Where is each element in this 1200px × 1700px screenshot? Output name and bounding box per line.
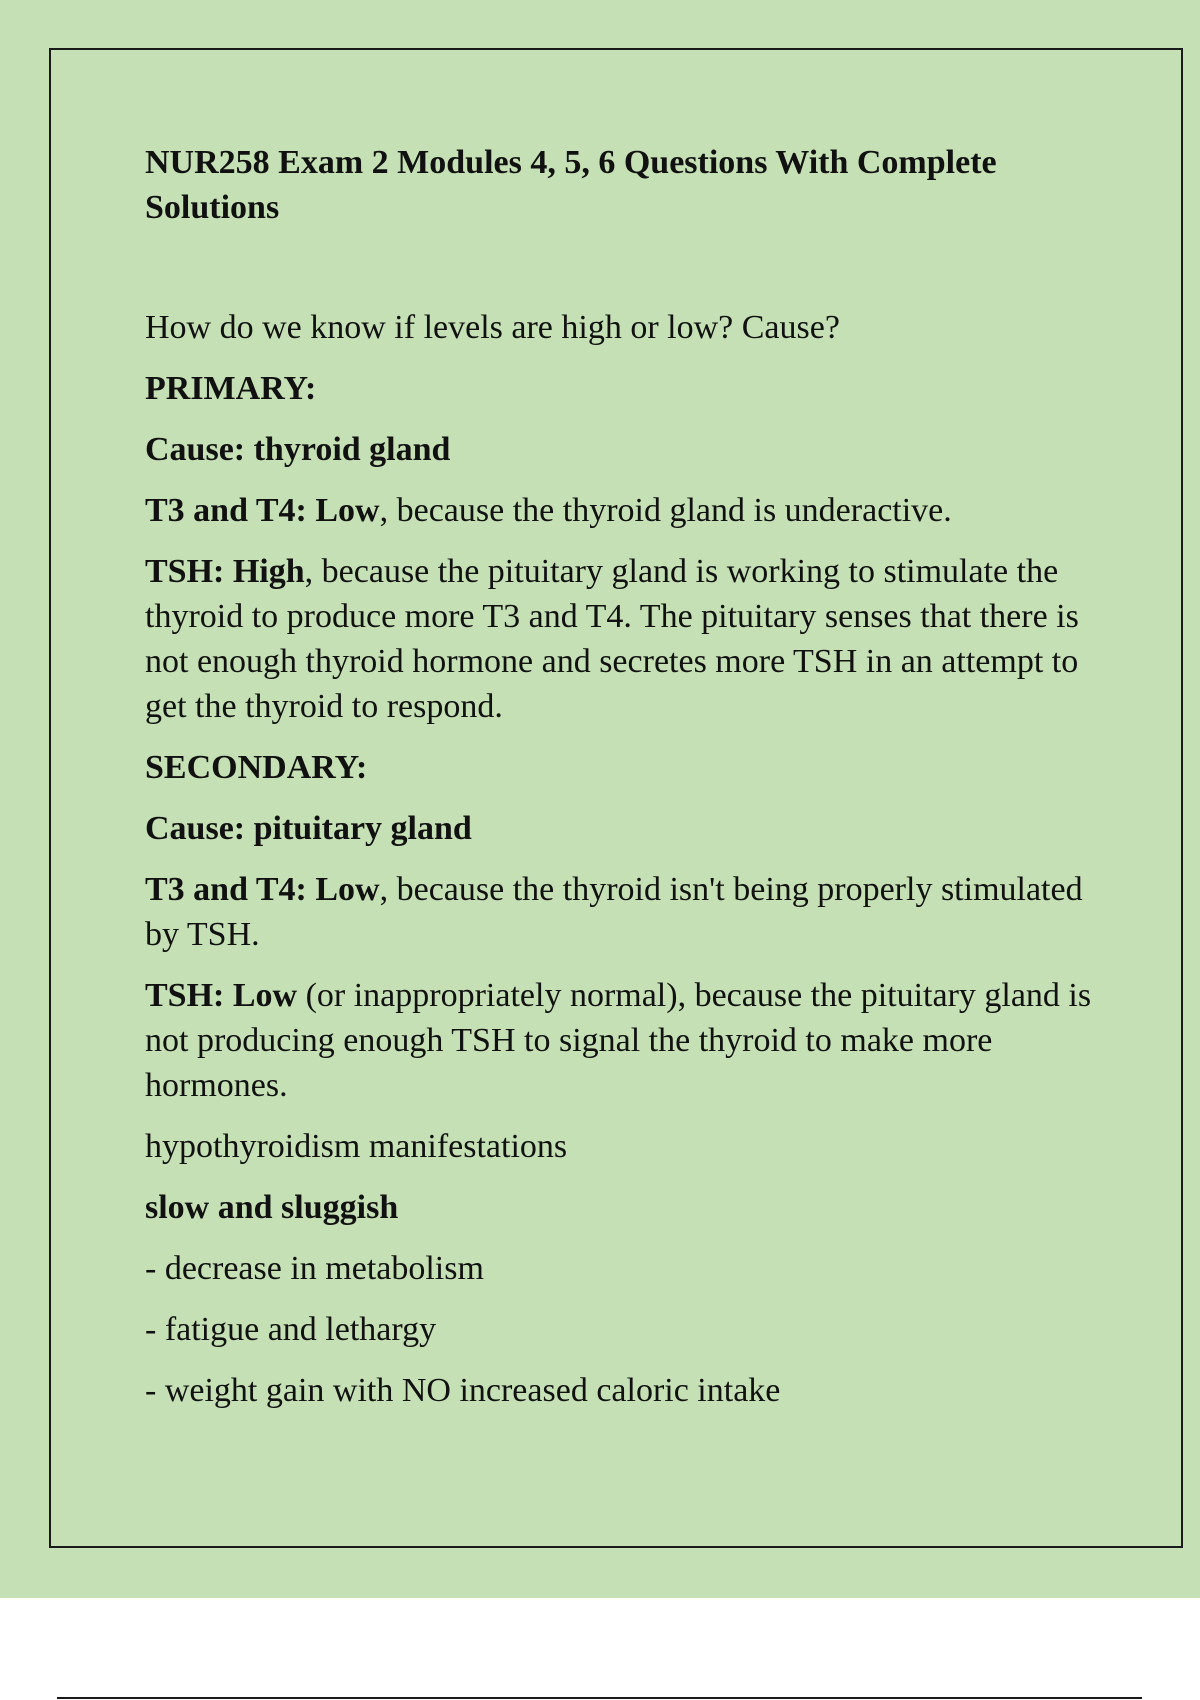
secondary-t3t4-label: T3 and T4: Low — [145, 871, 380, 908]
list-item: - weight gain with NO increased caloric intake — [145, 1372, 781, 1409]
primary-tsh — [145, 549, 1095, 729]
secondary-t3t4-text: , because the thyroid isn't being properly stimulated by TSH. — [145, 871, 1083, 953]
primary-t3t4 — [145, 488, 1095, 533]
list-item: - decrease in metabolism — [145, 1250, 484, 1287]
question-text: How do we know if levels are high or low? Cause? — [145, 309, 840, 346]
secondary-cause: Cause: pituitary gland — [145, 810, 472, 847]
document-content — [145, 140, 1095, 1429]
secondary-tsh-text: (or inappropriately normal), because the pituitary gland is not producing enough TSH to signal the thyroid to make more hormones. — [145, 977, 1092, 1104]
manifestations-heading: slow and sluggish — [145, 1189, 399, 1226]
manifestations-question: hypothyroidism manifestations — [145, 1128, 568, 1165]
primary-t3t4-text: , because the thyroid gland is underactive. — [379, 492, 952, 529]
list-item: - fatigue and lethargy — [145, 1311, 437, 1348]
footer-divider — [57, 1697, 1142, 1699]
secondary-tsh — [145, 973, 1095, 1108]
primary-tsh-text: , because the pituitary gland is working to stimulate the thyroid to produce more T3 and T4. The pituitary senses that there is not enough thyroid hormone and secretes more TSH in an attempt to get the thyroid to respond. — [145, 553, 1079, 725]
secondary-heading: SECONDARY: — [145, 749, 368, 786]
secondary-t3t4 — [145, 867, 1095, 957]
primary-heading: PRIMARY: — [145, 370, 317, 407]
secondary-tsh-label: TSH: Low — [145, 977, 298, 1014]
primary-t3t4-label: T3 and T4: Low — [145, 492, 380, 529]
primary-cause: Cause: thyroid gland — [145, 431, 451, 468]
document-title: NUR258 Exam 2 Modules 4, 5, 6 Questions With Complete Solutions — [145, 144, 997, 226]
primary-tsh-label: TSH: High — [145, 553, 305, 590]
